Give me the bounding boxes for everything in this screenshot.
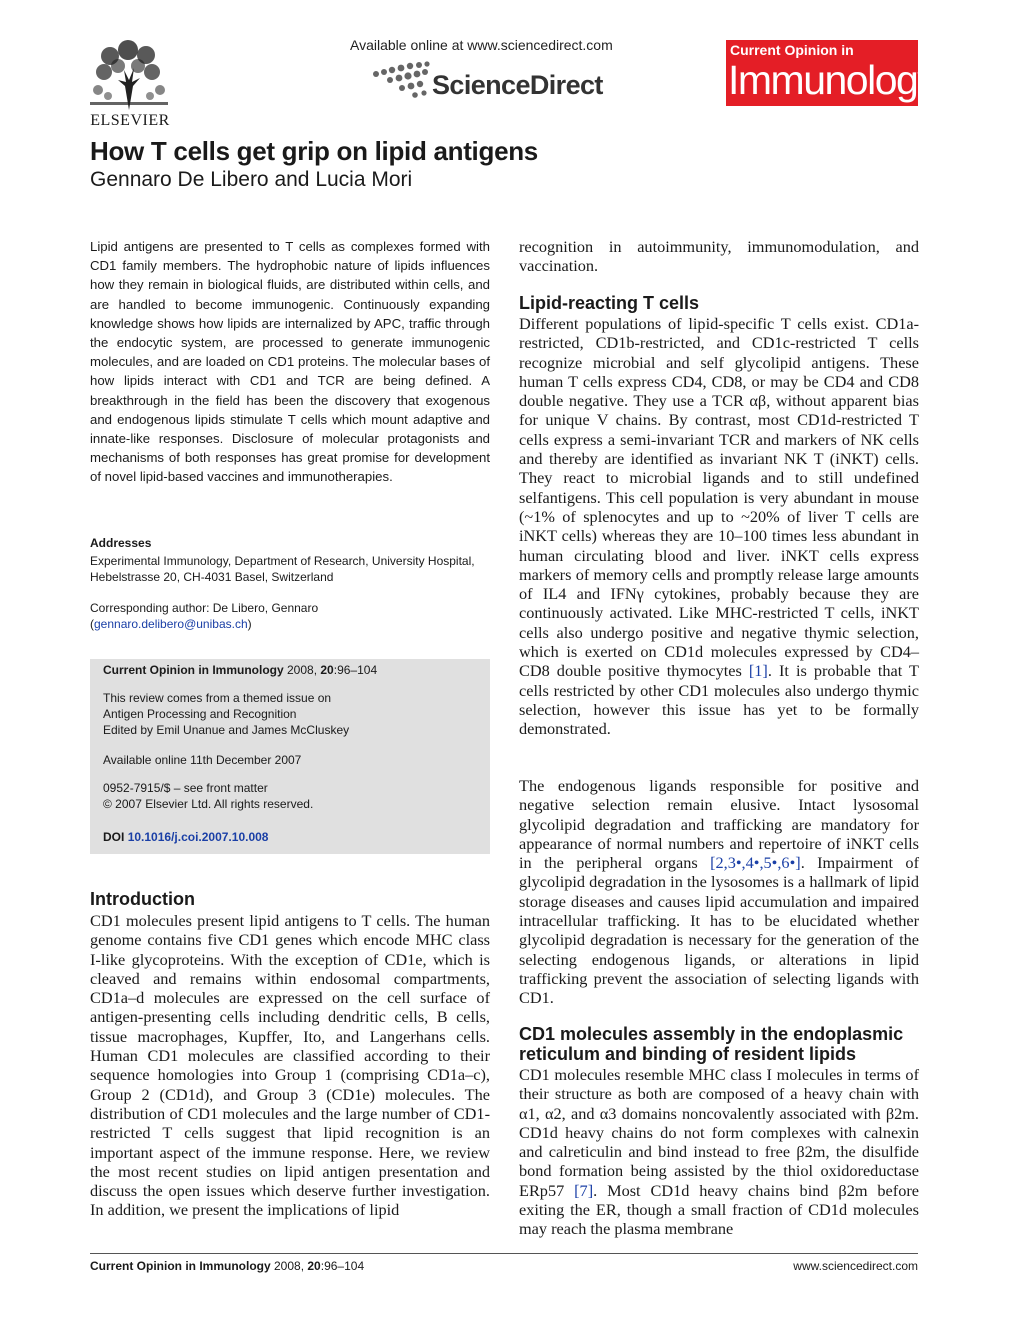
sciencedirect-logo — [372, 58, 612, 102]
info-pages: :96–104 — [333, 663, 378, 677]
cd1-assembly-heading — [519, 1025, 903, 1064]
info-doi-link[interactable]: 10.1016/j.coi.2007.10.008 — [127, 830, 269, 844]
reference-link[interactable]: [7] — [574, 1180, 594, 1200]
reference-link[interactable]: [2,3•,4•,5•,6•] — [710, 853, 801, 873]
elsevier-tree-icon — [90, 40, 168, 112]
lipid-reacting-paragraph-1 — [519, 314, 919, 739]
journal-logo-big: Immunology — [728, 57, 937, 103]
cd1-assembly-heading-line1: CD1 molecules assembly in the endoplasmic — [519, 1024, 904, 1044]
article-title: How T cells get grip on lipid antigens — [90, 136, 538, 166]
abstract-text: Lipid antigens are presented to T cells as complexes formed with CD1 family members. The hydrophobic nature of lipids influences how they remain in biological fluids, are distributed within cells, and are handled to become immunogenic. Continuously expanding knowledge shows how lipids are internalized by APC, traffic through the endocytic system, are processed to generate immunogenic molecules, and are loaded on CD1 proteins. The molecular bases of how lipids interact with CD1 and TCR are being defined. A breakthrough in the field has been the discovery that exogenous and endogenous lipids stimulate T cells which mount adaptive and innate-like responses. Disclosure of molecular protagonists and mechanisms of both responses has great promise for development of novel lipid-based vaccines and immunotherapies. — [90, 239, 490, 485]
sciencedirect-wordmark: ScienceDirect — [432, 70, 603, 100]
introduction-paragraph: CD1 molecules present lipid antigens to T cells. The human genome contains five CD1 genes which encode MHC class I-like glycoproteins. With the exception of CD1e, which is cleaved and remains within endosomal compartments, CD1a–d molecules are expressed on the cell surface of antigen-presenting cells including dendritic cells, B cells, tissue macrophages, Kupffer, Ito, and Langerhans cells. Human CD1 molecules are classified according to their sequence homologies into Group 1 (comprising CD1a–c), Group 2 (CD1d), and Group 3 (CD1e) molecules. The distribution of CD1 molecules and the large number of CD1-restricted T cells suggest that lipid recognition is an important aspect of the immune response. Here, we review the most recent studies on lipid antigen presentation and discuss the open issues which deserve further investigation. In addition, we present the implications of lipid — [90, 911, 490, 1220]
info-doi — [103, 830, 268, 846]
corresponding-author: Corresponding author: De Libero, Gennaro (gennaro.delibero@unibas.ch) — [90, 601, 319, 631]
info-review-line3: Edited by Emil Unanue and James McCluskey — [103, 722, 350, 737]
introduction-paragraph-continued: recognition in autoimmunity, immunomodulation, and vaccination. — [519, 237, 919, 276]
article-authors: Gennaro De Libero and Lucia Mori — [90, 168, 413, 191]
introduction-heading: Introduction — [90, 889, 195, 909]
addresses-heading: Addresses — [90, 536, 152, 550]
footer-year: 2008, — [274, 1259, 305, 1273]
lipid-reacting-p2-text-a: The endogenous ligands responsible for positive and negative selection remain elusive. Intact lysosomal glycolipid degradation and trafficking are mandatory for appearance of normal numbers and repertoire of iNKT cells in the peripheral organs — [519, 776, 919, 873]
info-issn: 0952-7915/$ – see front matter — [103, 781, 268, 795]
elsevier-wordmark: ELSEVIER — [90, 112, 170, 129]
journal-logo-small: Current Opinion in — [730, 42, 854, 58]
cd1-assembly-heading-line2: reticulum and binding of resident lipids — [519, 1043, 857, 1064]
corresponding-author-text: Corresponding author: De Libero, Gennaro — [90, 601, 319, 615]
info-review-line1: This review comes from a themed issue on — [103, 691, 332, 705]
footer-pages: :96–104 — [320, 1259, 365, 1273]
lipid-reacting-p2-text-b: . Impairment of glycolipid degradation in the lysosomes is a hallmark of lipid storage diseases and causes lipid accumulation and impaired intracellular trafficking. It has to be elucidated whether glycolipid degradation is necessary for the generation of the selecting endogenous ligands, or alterations in lipid trafficking prevent the association of selecting ligands with CD1. — [519, 853, 919, 1008]
lipid-reacting-p1-text-b: . It is probable that T cells restricted by other CD1 molecules also undergo thymic selection, however this issue has yet to be formally demonstrated. — [519, 661, 919, 739]
addresses-text: Experimental Immunology, Department of Research, University Hospital, Hebelstrasse 20, CH-4031 Basel, Switzerland — [90, 554, 475, 584]
info-review — [103, 691, 349, 738]
footer-journal: Current Opinion in Immunology — [90, 1259, 271, 1273]
footer-volume: 20 — [307, 1259, 321, 1273]
lipid-reacting-paragraph-2 — [519, 776, 919, 1008]
journal-logo — [726, 40, 937, 106]
footer-citation — [90, 1259, 364, 1273]
cd1-assembly-paragraph — [519, 1065, 919, 1239]
footer-url-link[interactable]: www.sciencedirect.com — [793, 1259, 918, 1273]
available-online-text: Available online at www.sciencedirect.com — [350, 37, 613, 53]
article-info-box — [90, 659, 490, 854]
footer-divider — [90, 1253, 918, 1254]
corresponding-email-link[interactable]: gennaro.delibero@unibas.ch — [94, 617, 248, 631]
reference-link[interactable]: [1] — [748, 661, 768, 681]
cd1-assembly-text-b: . Most CD1d heavy chains bind β2m before exiting the ER, though a small fraction of CD1d molecules may reach the plasma membrane — [519, 1180, 919, 1239]
lipid-reacting-heading: Lipid-reacting T cells — [519, 293, 700, 313]
info-copyright: © 2007 Elsevier Ltd. All rights reserved. — [103, 797, 314, 811]
info-journal-name: Current Opinion in Immunology — [103, 663, 284, 677]
info-review-line2: Antigen Processing and Recognition — [103, 706, 297, 721]
info-available: Available online 11th December 2007 — [103, 753, 302, 767]
elsevier-logo — [90, 40, 170, 130]
sciencedirect-dots-icon — [372, 60, 434, 100]
info-volume: 20 — [320, 663, 334, 677]
info-year: 2008, — [287, 663, 318, 677]
info-doi-label: DOI — [103, 830, 125, 844]
info-citation — [103, 663, 377, 679]
cd1-assembly-text-a: CD1 molecules resemble MHC class I molecules in terms of their structure as both are composed of a heavy chain with α1, α2, and α3 domains noncovalently associated with β2m. CD1d heavy chains do not form complexes with calnexin and calreticulin and bind instead to free β2m, the disulfide bond formation being assisted by the thiol oxidoreductase ERp57 — [519, 1065, 919, 1200]
lipid-reacting-p1-text-a: Different populations of lipid-specific T cells exist. CD1a-restricted, CD1b-restricted, and CD1c-restricted T cells recognize microbial and self glycolipid antigens. These human T cells express CD4, CD8, or may be CD4 and CD8 double negative. They use a TCR αβ, without apparent bias for unique V chains. By contrast, most CD1d-restricted T cells express a semi-invariant TCR and markers of NK cells and thereby are identified as invariant NK T (iNKT) cells. They react to microbial ligands and to still undefined selfantigens. This cell population is very abundant in mouse (~1% of splenocytes and up to ~20% of liver T cells are iNKT cells) whereas they are 10–100 times less abundant in human circulating blood and liver. iNKT cells express markers of memory cells and promptly release large amounts of IL4 and IFNγ cytokines, probably because they are continuously activated. Like MHC-restricted T cells, iNKT cells also undergo positive and negative thymic selection, which is exerted on CD1d molecules expressed by CD4–CD8 double positive thymocytes — [519, 314, 919, 681]
